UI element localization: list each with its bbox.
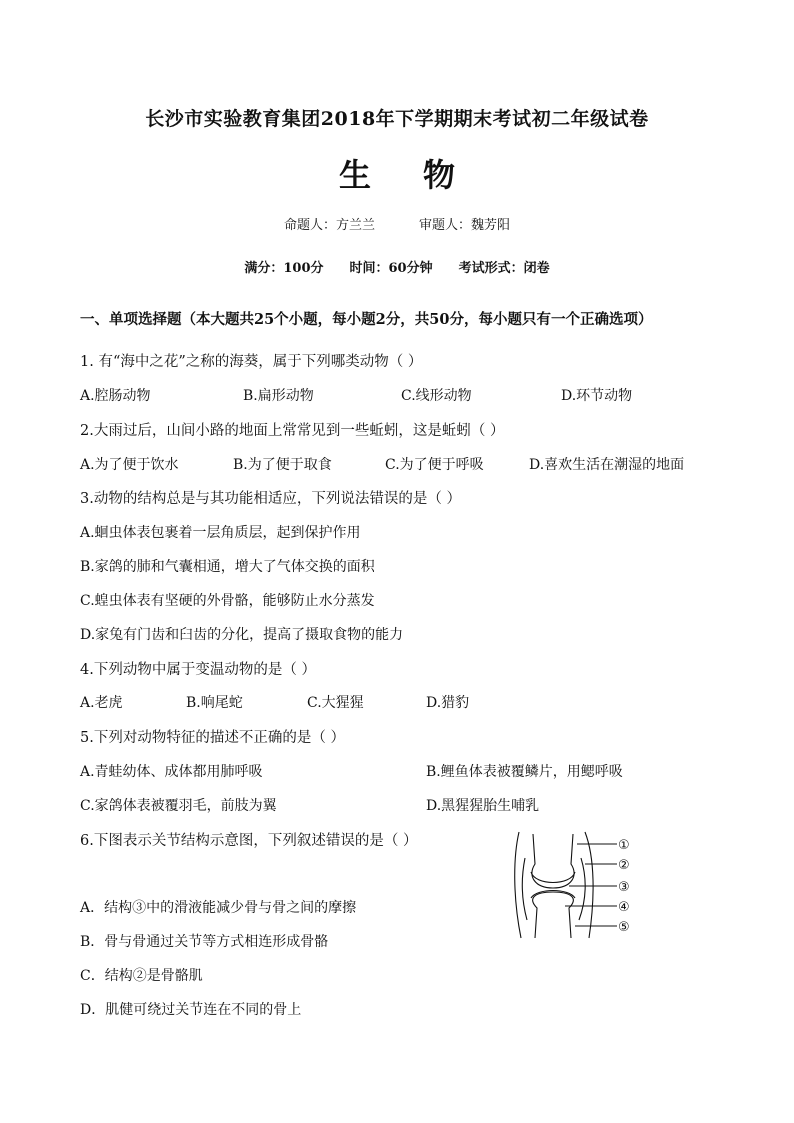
diagram-label-4: ④ bbox=[618, 900, 630, 915]
question-1-stem: 1. 有“海中之花”之称的海葵，属于下列哪类动物（ ） bbox=[80, 354, 423, 370]
q4-option-c: C.大猩猩 bbox=[307, 695, 364, 711]
question-5-stem: 5.下列对动物特征的描述不正确的是（ ） bbox=[80, 730, 345, 746]
q4-option-b: B.响尾蛇 bbox=[186, 695, 243, 711]
subject-title bbox=[0, 150, 794, 196]
exam-title: 长沙市实验教育集团2018年下学期期末考试初二年级试卷 bbox=[145, 108, 649, 130]
capsule-left bbox=[522, 858, 527, 920]
question-6-stem: 6.下图表示关节结构示意图，下列叙述错误的是（ ） bbox=[80, 833, 418, 849]
q2-option-a: A.为了便于饮水 bbox=[80, 457, 179, 473]
full-score: 满分：100分 bbox=[244, 261, 324, 276]
exam-format: 考试形式：闭卷 bbox=[458, 261, 550, 276]
q5-option-c: C.家鸽体表被覆羽毛，前肢为翼 bbox=[80, 798, 277, 814]
upper-cartilage bbox=[531, 872, 575, 883]
q5-option-d: D.黑猩猩胎生哺乳 bbox=[426, 798, 540, 814]
q2-option-b: B.为了便于取食 bbox=[233, 457, 332, 473]
exam-time: 时间：60分钟 bbox=[349, 261, 433, 276]
q6-option-c: C．结构②是骨骼肌 bbox=[80, 968, 203, 984]
diagram-label-3: ③ bbox=[618, 880, 630, 895]
q3-option-c: C.蝗虫体表有坚硬的外骨骼，能够防止水分蒸发 bbox=[80, 593, 375, 609]
q2-option-d: D.喜欢生活在潮湿的地面 bbox=[529, 457, 685, 473]
lower-bone bbox=[533, 892, 574, 938]
question-4-stem: 4.下列动物中属于变温动物的是（ ） bbox=[80, 662, 316, 678]
q1-option-c: C.线形动物 bbox=[401, 388, 472, 404]
q6-option-b: B．骨与骨通过关节等方式相连形成骨骼 bbox=[80, 934, 329, 950]
section-heading: 一、单项选择题（本大题共25个小题，每小题2分，共50分，每小题只有一个正确选项） bbox=[80, 311, 653, 328]
q5-option-a: A.青蛙幼体、成体都用肺呼吸 bbox=[80, 764, 263, 780]
q6-option-a: A．结构③中的滑液能减少骨与骨之间的摩擦 bbox=[80, 900, 357, 916]
subject-char-1: 生 bbox=[338, 156, 371, 194]
q1-option-d: D.环节动物 bbox=[561, 388, 633, 404]
q6-option-d: D．肌健可绕过关节连在不同的骨上 bbox=[80, 1002, 302, 1018]
q3-option-d: D.家兔有门齿和臼齿的分化，提高了摄取食物的能力 bbox=[80, 627, 404, 643]
q5-option-b: B.鲤鱼体表被覆鳞片，用鳃呼吸 bbox=[426, 764, 623, 780]
q1-option-a: A.腔肠动物 bbox=[80, 388, 151, 404]
capsule-right bbox=[579, 858, 585, 920]
q4-option-d: D.猎豹 bbox=[426, 695, 470, 711]
q1-option-b: B.扁形动物 bbox=[243, 388, 314, 404]
author-line bbox=[0, 214, 794, 233]
reviewer: 审题人：魏芳阳 bbox=[419, 218, 511, 233]
q3-option-b: B.家鸽的肺和气囊相通，增大了气体交换的面积 bbox=[80, 559, 375, 575]
diagram-label-2: ② bbox=[618, 858, 630, 873]
joint-outline-right bbox=[585, 832, 593, 938]
diagram-label-5: ⑤ bbox=[618, 920, 630, 935]
joint-structure-diagram bbox=[505, 828, 635, 943]
question-3-stem: 3.动物的结构总是与其功能相适应，下列说法错误的是（ ） bbox=[80, 491, 461, 507]
q3-option-a: A.蛔虫体表包裹着一层角质层，起到保护作用 bbox=[80, 525, 361, 541]
q4-option-a: A.老虎 bbox=[80, 695, 123, 711]
diagram-label-1: ① bbox=[618, 838, 630, 853]
question-2-stem: 2.大雨过后，山间小路的地面上常常见到一些蚯蚓，这是蚯蚓（ ） bbox=[80, 423, 505, 439]
author: 命题人：方兰兰 bbox=[283, 218, 375, 233]
joint-outline-left bbox=[515, 832, 521, 938]
subject-char-2: 物 bbox=[423, 156, 456, 194]
exam-meta bbox=[0, 257, 794, 276]
q2-option-c: C.为了便于呼吸 bbox=[385, 457, 484, 473]
